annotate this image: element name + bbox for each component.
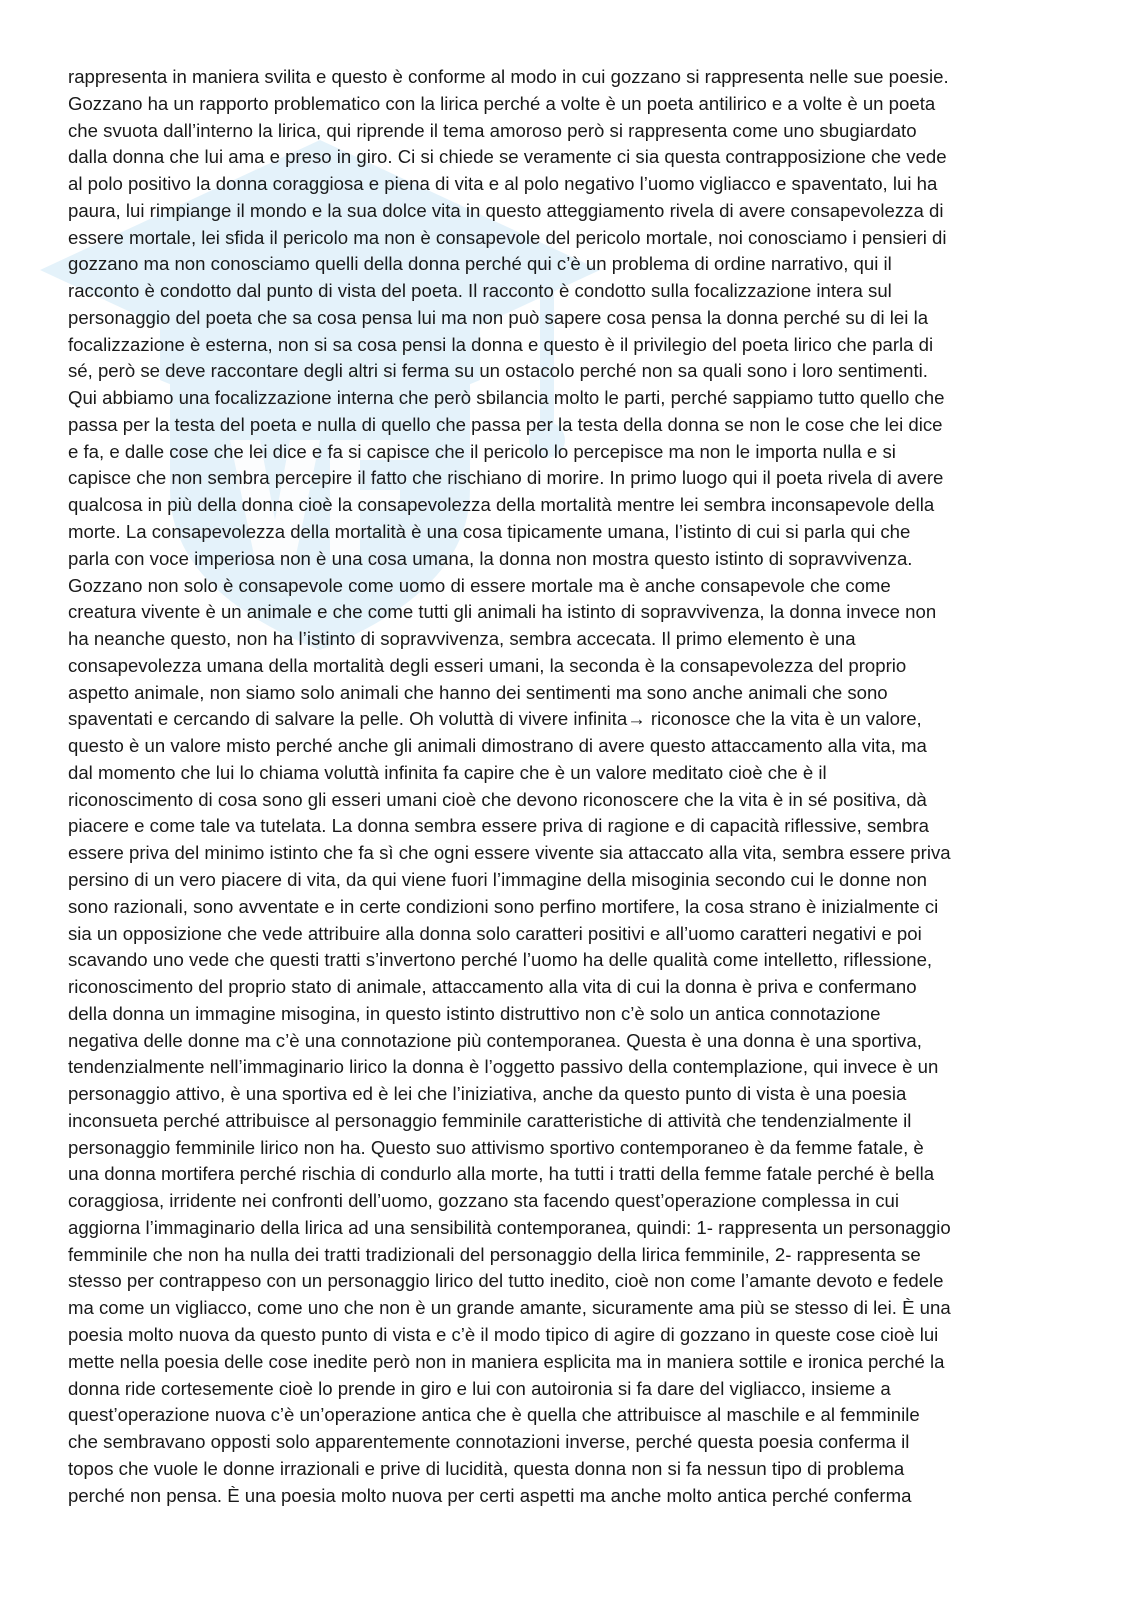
text-line: stesso per contrappeso con un personaggio lirico del tutto inedito, cioè non come l’amante devoto e fedele [68, 1270, 944, 1292]
text-line: che svuota dall’interno la lirica, qui riprende il tema amoroso però si rappresenta come uno sbugiardato [68, 119, 917, 141]
text-line: perché non pensa. È una poesia molto nuova per certi aspetti ma anche molto antica perché conferma [68, 1484, 912, 1506]
text-line: mette nella poesia delle cose inedite però non in maniera esplicita ma in maniera sottile e ironica perché la [68, 1350, 945, 1372]
text-line: quest’operazione nuova c’è un’operazione antica che è quella che attribuisce al maschile e al femminile [68, 1404, 920, 1426]
text-line: Gozzano non solo è consapevole come uomo di essere mortale ma è anche consapevole che come [68, 574, 891, 596]
text-line: consapevolezza umana della mortalità degli esseri umani, la seconda è la consapevolezza del proprio [68, 654, 907, 676]
text-line: focalizzazione è esterna, non si sa cosa pensi la donna e questo è il privilegio del poeta lirico che parla di [68, 333, 934, 355]
text-line: femminile che non ha nulla dei tratti tradizionali del personaggio della lirica femminile, 2- rappresenta se [68, 1243, 921, 1265]
text-line: personaggio attivo, è una sportiva ed è lei che l’iniziativa, anche da questo punto di vista è una poesia [68, 1083, 907, 1105]
text-line: aspetto animale, non siamo solo animali che hanno dei sentimenti ma sono anche animali che sono [68, 681, 888, 703]
text-line: paura, lui rimpiange il mondo e la sua dolce vita in questo atteggiamento rivela di avere consapevolezza di [68, 199, 944, 221]
text-line: capisce che non sembra percepire il fatto che rischiano di morire. In primo luogo qui il poeta rivela di avere [68, 467, 944, 489]
text-line: topos che vuole le donne irrazionali e prive di lucidità, questa donna non si fa nessun tipo di problema [68, 1457, 905, 1479]
text-line: personaggio del poeta che sa cosa pensa lui ma non può sapere cosa pensa la donna perché su di lei la [68, 306, 929, 328]
text-line: una donna mortifera perché rischia di condurlo alla morte, ha tutti i tratti della femme fatale perché è bella [68, 1163, 935, 1185]
text-line: persino di un vero piacere di vita, da qui viene fuori l’immagine della misoginia secondo cui le donne non [68, 868, 927, 890]
text-line: scavando uno vede che questi tratti s’invertono perché l’uomo ha delle qualità come intelletto, riflessione, [68, 949, 933, 971]
text-line: creatura vivente è un animale e che come tutti gli animali ha istinto di sopravvivenza, la donna invece non [68, 601, 937, 623]
text-line: inconsueta perché attribuisce al personaggio femminile caratteristiche di attività che tendenzialmente il [68, 1109, 912, 1131]
text-line: ha neanche questo, non ha l’istinto di sopravvivenza, sembra accecata. Il primo elemento è una [68, 628, 856, 650]
text-line: e fa, e dalle cose che lei dice e fa si capisce che il pericolo lo percepisce ma non le importa nulla e si [68, 440, 896, 462]
text-line: essere mortale, lei sfida il pericolo ma non è consapevole del pericolo mortale, noi conosciamo i pensieri di [68, 226, 947, 248]
text-line: riconoscimento di cosa sono gli esseri umani cioè che devono riconoscere che la vita è in sé positiva, dà [68, 788, 927, 810]
text-line: personaggio femminile lirico non ha. Questo suo attivismo sportivo contemporaneo è da femme fatale, è [68, 1136, 924, 1158]
text-line: tendenzialmente nell’immaginario lirico la donna è l’oggetto passivo della contemplazione, qui invece è un [68, 1056, 939, 1078]
text-line: qualcosa in più della donna cioè la consapevolezza della mortalità mentre lei sembra inconsapevole della [68, 494, 935, 516]
text-line: negativa delle donne ma c’è una connotazione più contemporanea. Questa è una donna è una sportiva, [68, 1029, 922, 1051]
text-line: sé, però se deve raccontare degli altri si ferma su un ostacolo perché non sa quali sono i loro sentimenti. [68, 360, 928, 382]
text-line: ma come un vigliacco, come uno che non è un grande amante, sicuramente ama più se stesso di lei. È una [68, 1297, 951, 1319]
text-line: dal momento che lui lo chiama voluttà infinita fa capire che è un valore meditato cioè che è il [68, 761, 827, 783]
text-line: racconto è condotto dal punto di vista del poeta. Il racconto è condotto sulla focalizzazione intera sul [68, 280, 892, 302]
text-line: questo è un valore misto perché anche gli animali dimostrano di avere questo attaccamento alla vita, ma [68, 735, 927, 757]
text-line: gozzano ma non conosciamo quelli della donna perché qui c’è un problema di ordine narrativo, qui il [68, 253, 892, 275]
text-line: della donna un immagine misogina, in questo istinto distruttivo non c’è solo un antica connotazione [68, 1002, 881, 1024]
text-line: che sembravano opposti solo apparentemente connotazioni inverse, perché questa poesia conferma il [68, 1431, 910, 1453]
text-line: Qui abbiamo una focalizzazione interna che però sbilancia molto le parti, perché sappiamo tutto quello che [68, 387, 945, 409]
text-line: aggiorna l’immaginario della lirica ad una sensibilità contemporanea, quindi: 1- rappresenta un personaggio [68, 1216, 951, 1238]
text-line: spaventati e cercando di salvare la pelle. Oh voluttà di vivere infinita→ riconosce che la vita è un valore, [68, 708, 922, 730]
text-line: piacere e come tale va tutelata. La donna sembra essere priva di ragione e di capacità riflessive, sembra [68, 815, 929, 837]
text-line: poesia molto nuova da questo punto di vista e c’è il modo tipico di agire di gozzano in queste cose cioè lui [68, 1323, 939, 1345]
text-line: Gozzano ha un rapporto problematico con la lirica perché a volte è un poeta antilirico e a volte è un poeta [68, 92, 936, 114]
text-line: sia un opposizione che vede attribuire alla donna solo caratteri positivi e all’uomo caratteri negativi e poi [68, 922, 922, 944]
text-line: coraggiosa, irridente nei confronti dell’uomo, gozzano sta facendo quest’operazione complessa in cui [68, 1190, 900, 1212]
text-line: sono razionali, sono avventate e in certe condizioni sono perfino mortifere, la cosa strano è inizialmente ci [68, 895, 939, 917]
text-line: essere priva del minimo istinto che fa sì che ogni essere vivente sia attaccato alla vita, sembra essere priva [68, 842, 951, 864]
text-line: donna ride cortesemente cioè lo prende in giro e lui con autoironia si fa dare del vigliacco, insieme a [68, 1377, 891, 1399]
text-line [68, 1509, 1058, 1536]
text-line: dalla donna che lui ama e preso in giro. Ci si chiede se veramente ci sia questa contrapposizione che vede [68, 146, 947, 168]
text-line: rappresenta in maniera svilita e questo è conforme al modo in cui gozzano si rappresenta nelle sue poesie. [68, 66, 949, 87]
text-line: riconoscimento del proprio stato di animale, attaccamento alla vita di cui la donna è priva e confermano [68, 976, 917, 998]
text-line: morte. La consapevolezza della mortalità è una cosa tipicamente umana, l’istinto di cui si parla qui che [68, 521, 911, 543]
text-line: passa per la testa del poeta e nulla di quello che passa per la testa della donna se non le cose che lei dice [68, 413, 943, 435]
text-line: parla con voce imperiosa non è una cosa umana, la donna non mostra questo istinto di sopravvivenza. [68, 547, 913, 569]
text-line: al polo positivo la donna coraggiosa e piena di vita e al polo negativo l’uomo vigliacco e spaventato, lui ha [68, 173, 938, 195]
body-text [68, 64, 1058, 1536]
